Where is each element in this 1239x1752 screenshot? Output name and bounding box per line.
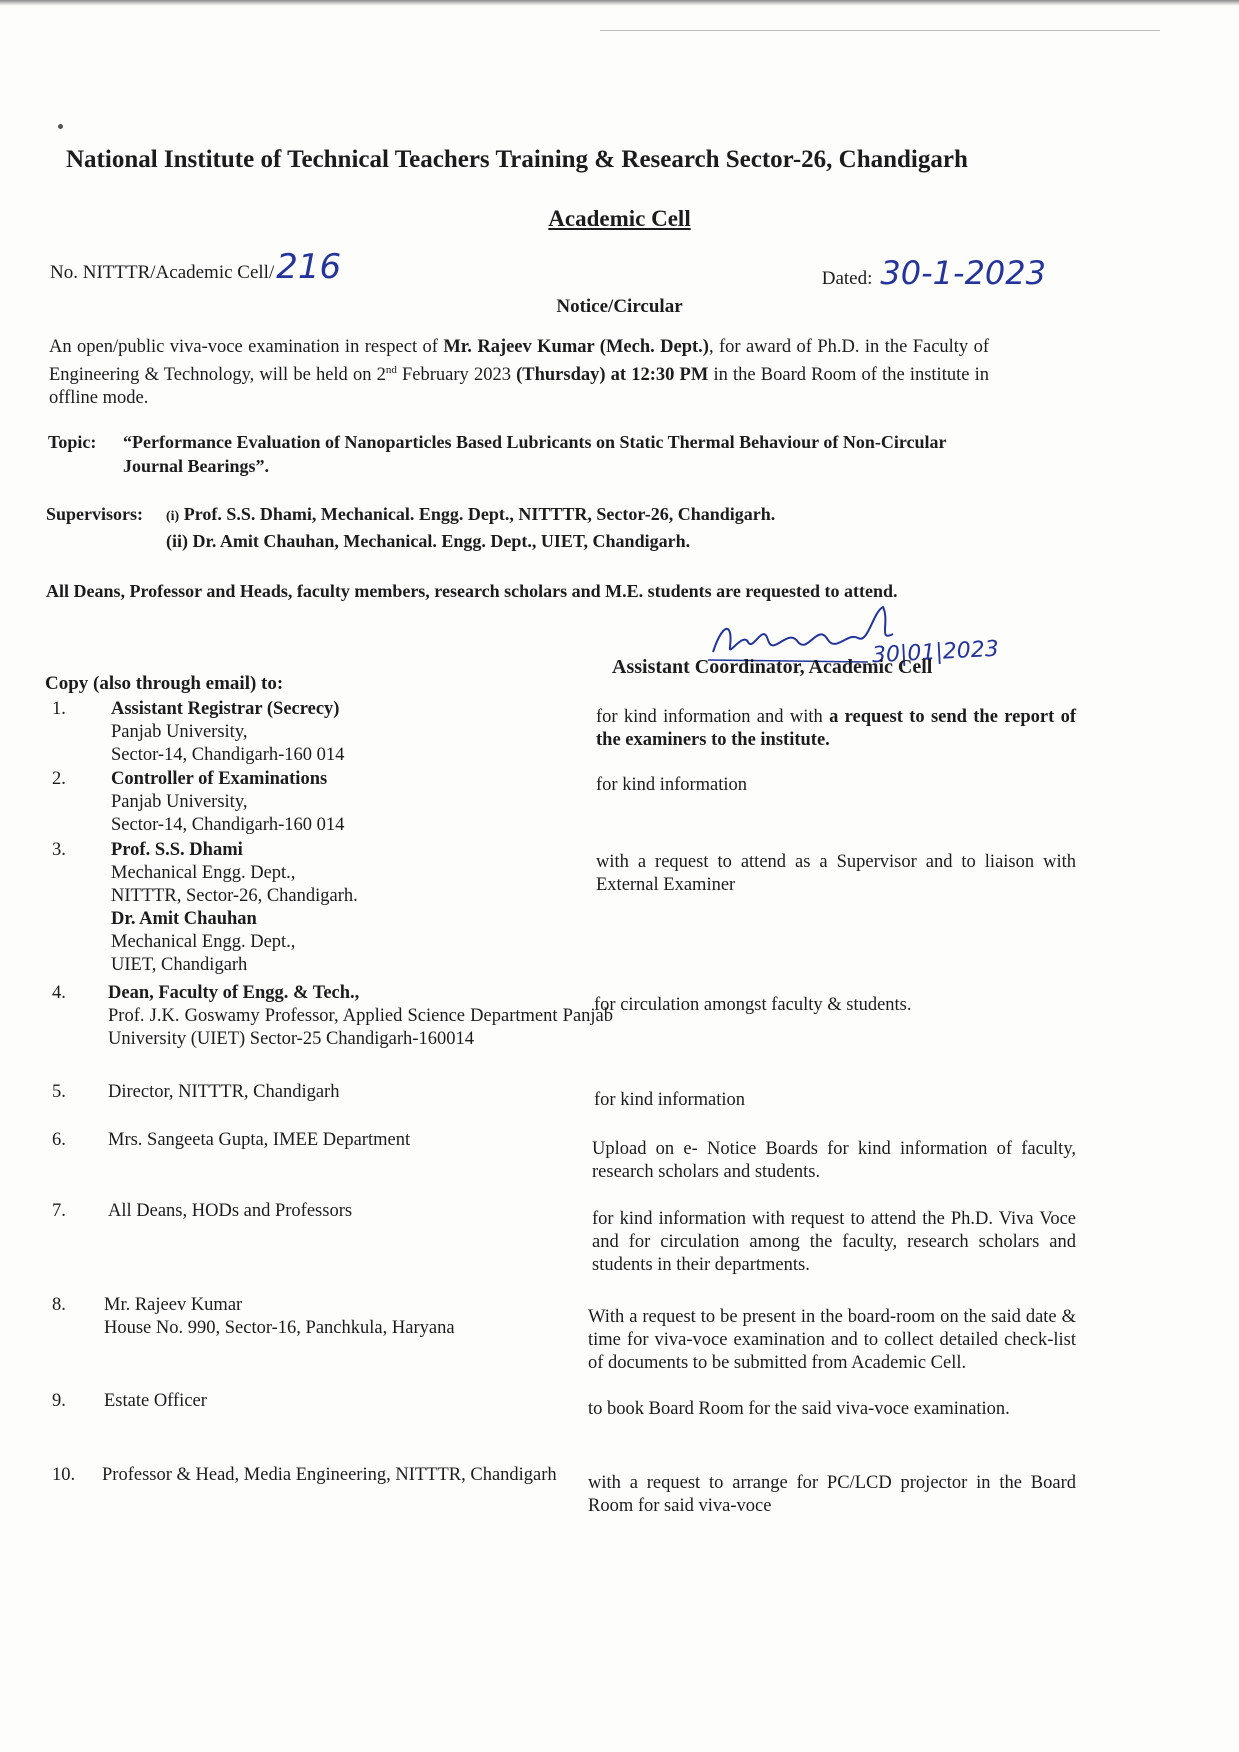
reference-label: No. NITTTR/Academic Cell/ <box>50 262 275 283</box>
supervisor-1-text: Prof. S.S. Dhami, Mechanical. Engg. Dept., NITTTR, Sector-26, Chandigarh. <box>183 504 776 524</box>
scan-top-edge <box>0 0 1239 6</box>
supervisor-1 <box>166 502 775 529</box>
copy-number: 4. <box>52 983 66 1003</box>
dated-handwritten: 30-1-2023 <box>880 254 1046 292</box>
supervisor-2-text: Dr. Amit Chauhan, Mechanical. Engg. Dept., UIET, Chandigarh. <box>192 531 691 551</box>
recipient-name: Assistant Registrar (Secrecy) <box>111 699 340 719</box>
copy-action: for kind information <box>594 1090 746 1110</box>
copy-number: 3. <box>52 840 66 860</box>
notice-body <box>49 336 989 410</box>
supervisor-2 <box>166 529 775 554</box>
action-text: for kind information and with <box>596 707 830 727</box>
copy-number: 9. <box>52 1391 66 1411</box>
scan-artifact-line <box>600 30 1160 31</box>
copy-recipient <box>111 698 616 767</box>
recipient-address-1: Panjab University, <box>111 792 248 812</box>
scan-dot <box>58 124 63 129</box>
copy-action: with a request to attend as a Supervisor and to liaison with External Examiner <box>596 852 1076 895</box>
dated-label: Dated: <box>821 268 873 289</box>
copy-recipient: Mrs. Sangeeta Gupta, IMEE Department <box>108 1130 411 1150</box>
copy-number: 8. <box>52 1295 66 1315</box>
copy-number: 5. <box>52 1082 66 1102</box>
recipient-address-1: House No. 990, Sector-16, Panchkula, Haryana <box>104 1318 455 1338</box>
recipient-name: Dean, Faculty of Engg. & Tech., <box>108 983 360 1003</box>
supervisors-label: Supervisors: <box>46 504 144 524</box>
reference-handwritten: 216 <box>276 247 342 287</box>
candidate-name: Mr. Rajeev Kumar (Mech. Dept.) <box>443 337 709 357</box>
copy-action: for circulation amongst faculty & students. <box>594 995 912 1015</box>
copy-number: 6. <box>52 1130 66 1150</box>
copy-action: With a request to be present in the board-room on the said date & time for viva-voce examination and to collect detailed check-list of documents to be submitted from Academic Cell. <box>588 1307 1076 1373</box>
supervisor-1-prefix: (i) <box>166 509 180 524</box>
recipient-name: Controller of Examinations <box>111 769 328 789</box>
body-text-2: , for award of Ph.D. in the Faculty of Engineering & Technology, will be held on 2 <box>49 337 989 386</box>
body-text-1: An open/public viva-voce examination in respect of <box>49 337 444 357</box>
recipient-name: Mr. Rajeev Kumar <box>104 1295 243 1315</box>
copy-number: 2. <box>52 769 66 789</box>
reference-number <box>50 247 341 287</box>
signature-date: 30|01|2023 <box>871 636 1000 669</box>
copy-action: Upload on e- Notice Boards for kind information of faculty, research scholars and students. <box>592 1139 1076 1182</box>
copy-heading: Copy (also through email) to: <box>45 673 284 694</box>
recipient-name: Prof. S.S. Dhami <box>111 840 243 860</box>
body-text-4: in the Board Room of the institute in offline mode. <box>49 365 989 409</box>
action-text-bold: a request to send the report of the examiners to the institute. <box>596 707 1076 750</box>
copy-number: 10. <box>52 1465 76 1485</box>
recipient-address-1: Panjab University, <box>111 722 248 742</box>
notice-title: Notice/Circular <box>556 296 683 317</box>
topic-label: Topic: <box>48 432 97 452</box>
copy-recipient <box>108 982 613 1051</box>
copy-action: to book Board Room for the said viva-voce examination. <box>588 1399 1010 1419</box>
copy-recipient <box>104 1294 609 1340</box>
supervisors <box>46 502 775 554</box>
signatory: Assistant Coordinator, Academic Cell <box>612 656 933 678</box>
copy-action <box>596 706 1076 752</box>
recipient-address-4: UIET, Chandigarh <box>111 955 248 975</box>
recipient-address-3: Mechanical Engg. Dept., <box>111 932 296 952</box>
dated <box>822 254 1046 292</box>
topic <box>48 430 1003 478</box>
recipient-name-2: Dr. Amit Chauhan <box>111 909 257 929</box>
body-text-3: February 2023 <box>396 365 517 386</box>
institute-header: National Institute of Technical Teachers Training & Research Sector-26, Chandigarh <box>66 146 968 173</box>
topic-text: “Performance Evaluation of Nanoparticles Based Lubricants on Static Thermal Behaviour of Non-Circular Journal Bearings”. <box>123 432 947 476</box>
recipient-address-1: Mechanical Engg. Dept., <box>111 863 296 883</box>
supervisor-2-prefix: (ii) <box>166 531 188 551</box>
copy-recipient <box>111 768 616 837</box>
copy-action: with a request to arrange for PC/LCD projector in the Board Room for said viva-voce <box>588 1473 1076 1516</box>
copy-recipient: Estate Officer <box>104 1391 207 1411</box>
recipient-address-1: Prof. J.K. Goswamy Professor, Applied Science Department Panjab University (UIET) Sector-25 Chandigarh-160014 <box>108 1006 613 1049</box>
recipient-address-2: Sector-14, Chandigarh-160 014 <box>111 745 345 765</box>
copy-number: 7. <box>52 1201 66 1221</box>
copy-action: for kind information with request to attend the Ph.D. Viva Voce and for circulation among the faculty, research scholars and students in their departments. <box>592 1209 1076 1275</box>
date-superscript: nd <box>385 364 397 376</box>
copy-recipient: Director, NITTTR, Chandigarh <box>108 1082 340 1102</box>
copy-action: for kind information <box>596 775 748 795</box>
recipient-address-2: Sector-14, Chandigarh-160 014 <box>111 815 345 835</box>
attend-request: All Deans, Professor and Heads, faculty members, research scholars and M.E. students are requested to attend. <box>46 581 898 601</box>
recipient-address-2: NITTTR, Sector-26, Chandigarh. <box>111 886 358 906</box>
copy-recipient <box>111 839 616 977</box>
copy-number: 1. <box>52 699 66 719</box>
day-time: (Thursday) at 12:30 PM <box>516 365 709 386</box>
cell-title: Academic Cell <box>548 206 691 231</box>
copy-recipient: All Deans, HODs and Professors <box>108 1201 353 1221</box>
copy-recipient: Professor & Head, Media Engineering, NITTTR, Chandigarh <box>102 1465 557 1485</box>
